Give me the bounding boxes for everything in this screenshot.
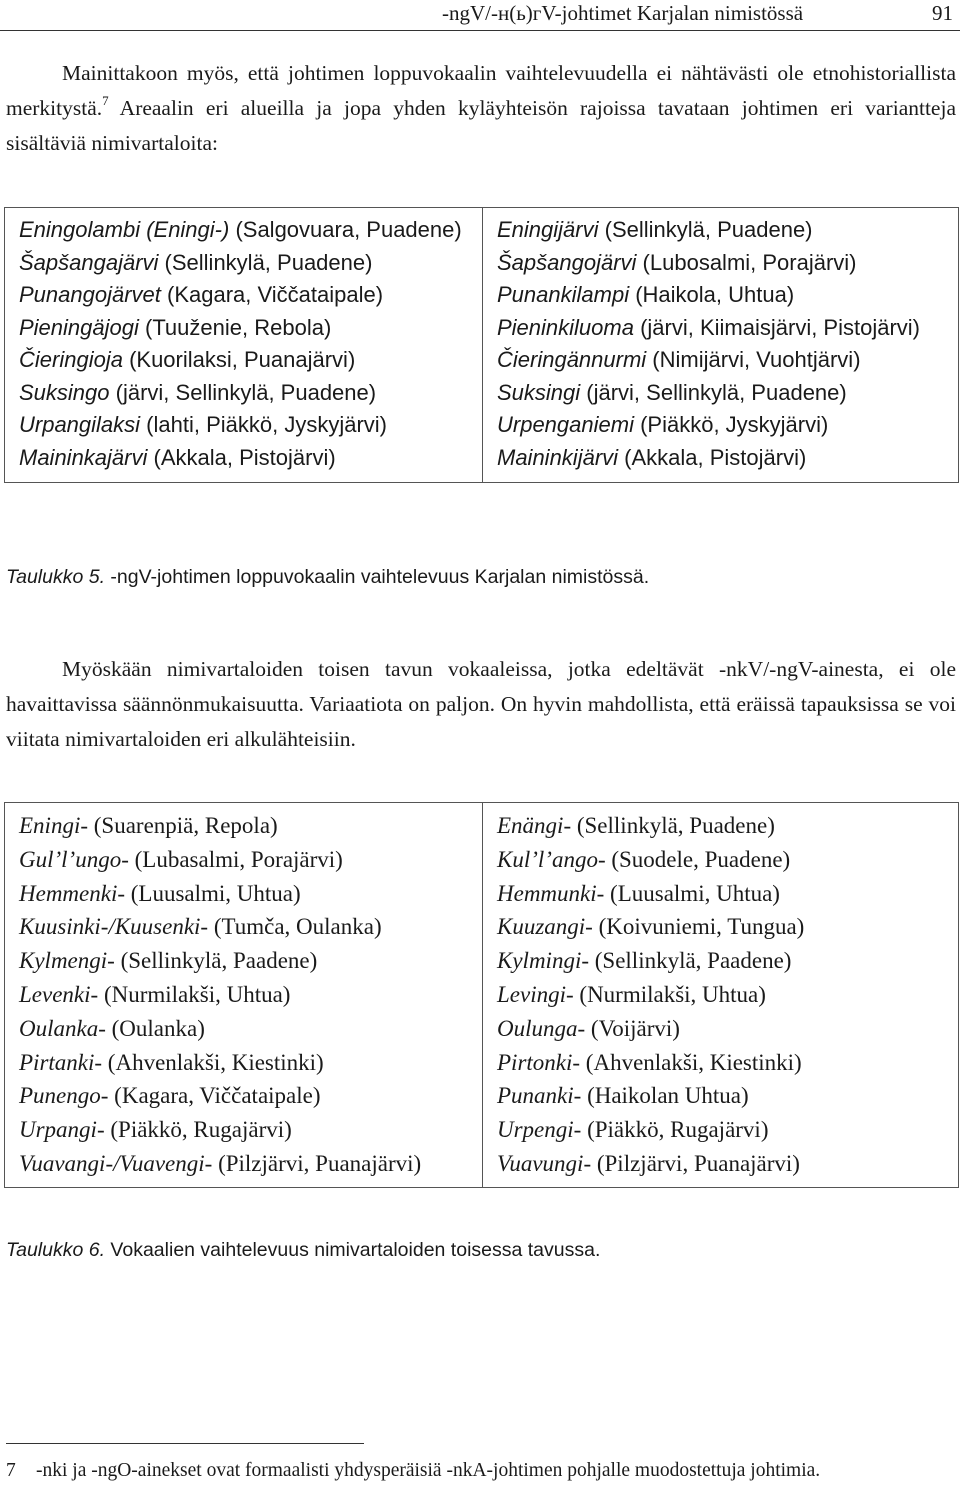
table-6-caption-text: Vokaalien vaihtelevuus nimivartaloiden toisessa tavussa. xyxy=(105,1239,601,1261)
place-location: (Sellinkylä, Puadene) xyxy=(571,813,775,838)
place-location: (Nurmilakši, Uhtua) xyxy=(98,981,291,1007)
place-location: (Lubosalmi, Porajärvi) xyxy=(636,249,857,275)
place-name: Vuavungi- xyxy=(497,1150,592,1176)
place-name-entry xyxy=(497,944,944,978)
place-name-entry xyxy=(497,247,944,280)
place-name-entry xyxy=(497,877,944,911)
place-name: Eningi- xyxy=(19,813,88,838)
place-name: Enängi- xyxy=(497,813,572,838)
place-name: Urpangi- xyxy=(19,1117,105,1143)
place-name-entry xyxy=(497,1079,944,1113)
place-name: Oulunga- xyxy=(497,1015,586,1041)
place-name: Suksingi xyxy=(497,379,581,405)
place-name-entry xyxy=(497,377,944,410)
place-name-entry xyxy=(19,1147,468,1181)
place-name: Punanki- xyxy=(497,1083,582,1109)
place-name-entry xyxy=(497,1113,944,1147)
place-name-entry xyxy=(497,1012,944,1046)
place-location: (järvi, Sellinkylä, Puadene) xyxy=(109,379,377,405)
footnote-text: -nki ja -ngO-ainekset ovat formaalisti yhdysperäisiä -nkA-johtimen pohjalle muodostettuja johtimia. xyxy=(36,1460,821,1481)
place-location: (Salgovuara, Puadene) xyxy=(229,217,462,242)
place-name: Kylmingi- xyxy=(497,948,589,974)
place-location: (Koivuniemi, Tungua) xyxy=(592,914,805,940)
place-location: (Luusalmi, Uhtua) xyxy=(125,880,301,906)
place-name: Pirtanki- xyxy=(19,1049,103,1075)
place-name: Punangojärvet xyxy=(19,282,161,307)
place-location: (Haikola, Uhtua) xyxy=(629,282,795,307)
place-location: (Piäkkö, Jyskyjärvi) xyxy=(633,412,829,437)
paragraph-2-text: Myöskään nimivartaloiden toisen tavun vokaaleissa, jotka edeltävät -nkV/-ngV-ainesta, ei ole havaittavissa säännönmukaisuutta. Variaatiota on paljon. On hyvin mahdollista, että eräissä tapauksissa se voi viitata nimivartaloiden eri alkulähteisiin. xyxy=(6,657,956,751)
place-location: (Oulanka) xyxy=(105,1015,205,1041)
place-location: (Pilzjärvi, Puanajärvi) xyxy=(212,1150,422,1176)
table-6-right-column xyxy=(483,803,959,1188)
place-location: (Tuuženie, Rebola) xyxy=(138,314,332,340)
place-name-entry xyxy=(19,843,468,877)
footnote-number: 7 xyxy=(6,1460,16,1481)
place-name: Maininkijärvi xyxy=(497,444,619,470)
place-location: (Nimijärvi, Vuohtjärvi) xyxy=(646,347,861,372)
table-6-caption-label: Taulukko 6. xyxy=(6,1239,106,1261)
place-name-entry xyxy=(497,1046,944,1080)
table-5-left-column xyxy=(5,208,483,483)
place-location: (Nurmilakši, Uhtua) xyxy=(573,981,766,1007)
place-location: (Kuorilaksi, Puanajärvi) xyxy=(122,347,356,372)
page-number: 91 xyxy=(932,1,953,25)
table-5-caption xyxy=(6,566,649,589)
place-location: (Sellinkylä, Paadene) xyxy=(114,948,318,974)
place-name: Urpenganiemi xyxy=(497,412,634,437)
place-location: (Akkala, Pistojärvi) xyxy=(147,444,336,470)
place-name-entry xyxy=(19,312,468,345)
place-name-entry xyxy=(19,1012,468,1046)
place-name: Punankilampi xyxy=(497,282,630,307)
place-location: (Voijärvi) xyxy=(585,1015,680,1041)
place-location: (Tumča, Oulanka) xyxy=(208,914,382,940)
place-name-entry xyxy=(19,279,468,312)
table-5-right-column xyxy=(483,208,959,483)
place-name: Gul’l’ungo- xyxy=(19,846,129,872)
paragraph-1-text-after: Areaalin eri alueilla ja jopa yhden kyläyhteisön rajoissa tavataan johtimen eri variantteja sisältäviä nimivartaloita: xyxy=(6,96,956,155)
place-name: Suksingo xyxy=(19,379,110,405)
place-name: Punengo- xyxy=(19,1083,109,1109)
table-6-caption xyxy=(6,1239,600,1262)
place-name: Hemmenki- xyxy=(19,880,126,906)
place-location: (Lubasalmi, Porajärvi) xyxy=(128,846,343,872)
place-location: (Haikolan Uhtua) xyxy=(581,1083,749,1109)
footnote-reference[interactable]: 7 xyxy=(102,92,109,108)
table-6-left-column xyxy=(5,803,483,1188)
place-name-entry xyxy=(497,312,944,345)
place-name-entry xyxy=(19,409,468,442)
place-name-entry xyxy=(497,809,944,843)
place-name: Čieringioja xyxy=(19,347,123,372)
place-name: Vuavangi-/Vuavengi- xyxy=(19,1150,213,1176)
paragraph-1-text-before: Mainittakoon myös, että johtimen loppuvokaalin vaihtelevuudella ei nähtävästi ole etnohistoriallista merkitystä. xyxy=(6,61,956,120)
place-name-entry xyxy=(19,247,468,280)
place-name-entry xyxy=(497,978,944,1012)
place-location: (Piäkkö, Rugajärvi) xyxy=(581,1117,769,1143)
place-name: Šapšangojärvi xyxy=(497,249,637,275)
place-name: Kuuzangi- xyxy=(497,914,593,940)
place-location: (Sellinkylä, Puadene) xyxy=(158,249,373,275)
place-name-entry xyxy=(497,279,944,312)
place-location: (järvi, Kiimaisjärvi, Pistojärvi) xyxy=(633,314,921,340)
place-location: (Akkala, Pistojärvi) xyxy=(618,444,807,470)
place-location: (Piäkkö, Rugajärvi) xyxy=(104,1117,292,1143)
place-name: Levingi- xyxy=(497,981,574,1007)
table-6 xyxy=(4,802,959,1188)
place-location: (Sellinkylä, Puadene) xyxy=(598,217,813,242)
place-name-entry xyxy=(19,910,468,944)
place-name-entry xyxy=(19,978,468,1012)
place-name: Šapšangajärvi xyxy=(19,249,159,275)
paragraph-1 xyxy=(6,56,956,161)
place-location: (Ahvenlakši, Kiestinki) xyxy=(102,1049,324,1075)
place-name-entry xyxy=(19,944,468,978)
place-name: Kul’l’ango- xyxy=(497,846,606,872)
place-name-entry xyxy=(497,442,944,475)
running-header xyxy=(0,0,960,31)
place-name-entry xyxy=(19,1046,468,1080)
footnote-separator xyxy=(6,1443,364,1444)
place-name: Čieringännurmi xyxy=(497,347,647,372)
place-name: Eningolambi (Eningi-) xyxy=(19,217,230,242)
place-location: (Suarenpiä, Repola) xyxy=(88,813,278,838)
footnote xyxy=(6,1460,820,1482)
place-name: Eningijärvi xyxy=(497,217,599,242)
place-name-entry xyxy=(497,843,944,877)
place-location: (järvi, Sellinkylä, Puadene) xyxy=(580,379,847,405)
paragraph-2 xyxy=(6,652,956,757)
place-name-entry xyxy=(497,214,944,247)
place-name-entry xyxy=(19,214,468,247)
place-name: Levenki- xyxy=(19,981,99,1007)
place-location: (Sellinkylä, Paadene) xyxy=(589,948,792,974)
place-location: (Kagara, Viččataipale) xyxy=(108,1083,321,1109)
place-name: Pieninkiluoma xyxy=(497,314,634,340)
place-name-entry xyxy=(19,442,468,475)
place-name-entry xyxy=(19,344,468,377)
place-name: Pirtonki- xyxy=(497,1049,581,1075)
place-location: (lahti, Piäkkö, Jyskyjärvi) xyxy=(140,412,388,437)
place-name: Kylmengi- xyxy=(19,948,115,974)
place-location: (Luusalmi, Uhtua) xyxy=(604,880,780,906)
place-location: (Suodele, Puadene) xyxy=(605,846,791,872)
place-location: (Ahvenlakši, Kiestinki) xyxy=(580,1049,802,1075)
place-name-entry xyxy=(497,409,944,442)
running-title: -ngV/-н(ь)гV-johtimet Karjalan nimistössä xyxy=(442,1,804,25)
table-5 xyxy=(4,207,959,483)
place-name: Kuusinki-/Kuusenki- xyxy=(19,914,209,940)
place-location: (Kagara, Viččataipale) xyxy=(160,282,384,307)
place-name: Urpengi- xyxy=(497,1117,582,1143)
place-name: Maininkajärvi xyxy=(19,444,148,470)
place-name: Pieningäjogi xyxy=(19,314,139,340)
table-5-caption-label: Taulukko 5. xyxy=(6,566,106,588)
place-name-entry xyxy=(19,1079,468,1113)
place-name: Hemmunki- xyxy=(497,880,605,906)
place-name-entry xyxy=(19,877,468,911)
place-name-entry xyxy=(19,1113,468,1147)
place-name-entry xyxy=(19,377,468,410)
place-location: (Pilzjärvi, Puanajärvi) xyxy=(591,1150,800,1176)
place-name: Urpangilaksi xyxy=(19,412,141,437)
place-name-entry xyxy=(497,910,944,944)
table-5-caption-text: -ngV-johtimen loppuvokaalin vaihtelevuus Karjalan nimistössä. xyxy=(105,566,650,588)
place-name-entry xyxy=(19,809,468,843)
place-name-entry xyxy=(497,344,944,377)
place-name-entry xyxy=(497,1147,944,1181)
place-name: Oulanka- xyxy=(19,1015,106,1041)
